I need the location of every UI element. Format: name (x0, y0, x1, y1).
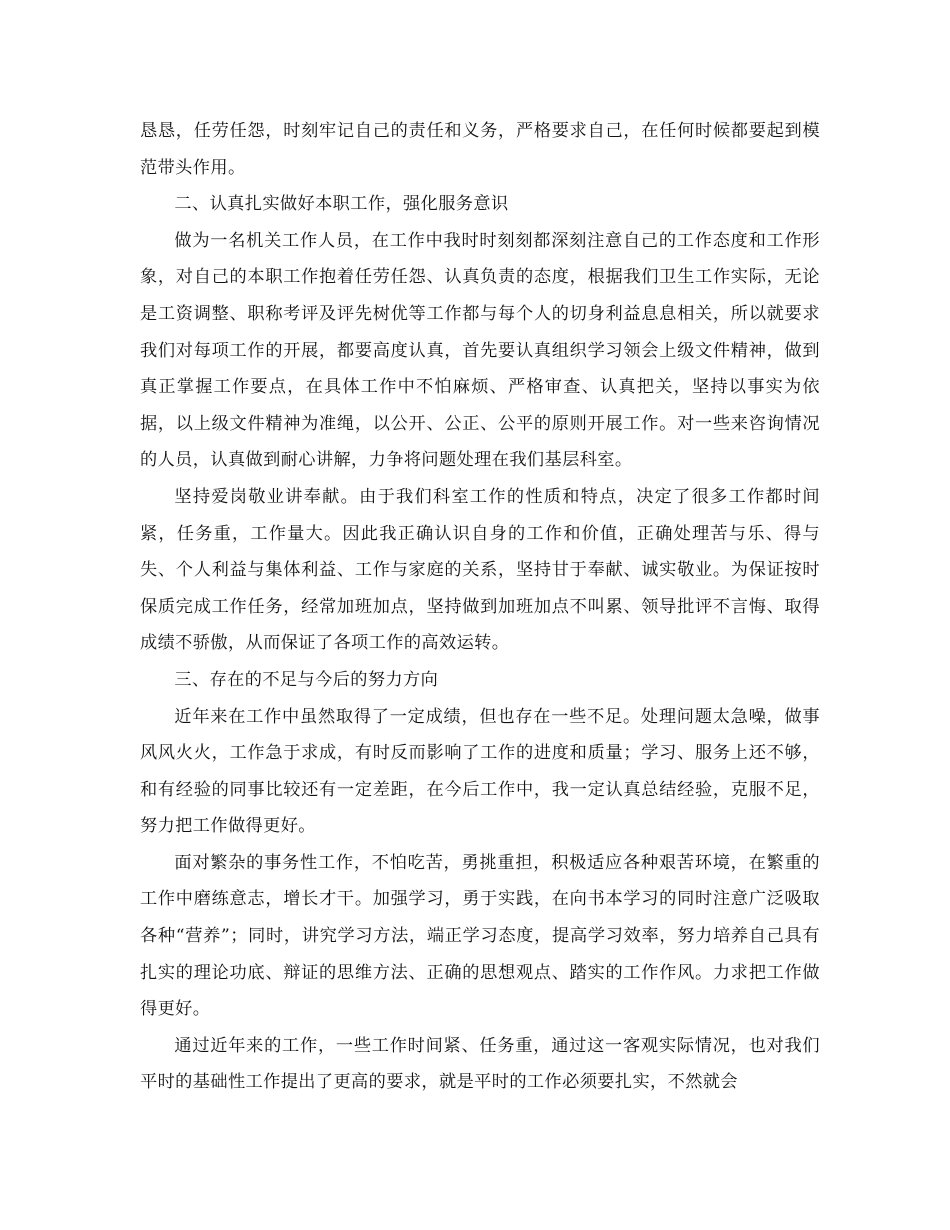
paragraph-shortcomings: 近年来在工作中虽然取得了一定成绩，但也存在一些不足。处理问题太急噪，做事风风火火，工作急于求成，有时反而影响了工作的进度和质量；学习、服务上还不够，和有经验的同事比较还有一定差距，在今后工作中，我一定认真总结经验，克服不足，努力把工作做得更好。 (140, 706, 820, 837)
document-body (140, 113, 820, 1101)
paragraph-learning: 面对繁杂的事务性工作，不怕吃苦，勇挑重担，积极适应各种艰苦环境，在繁重的工作中磨练意志，增长才干。加强学习，勇于实践，在向书本学习的同时注意广泛吸取各种“营养”；同时，讲究学习方法，端正学习态度，提高学习效率，努力培养自己具有扎实的理论功底、辩证的思维方法、正确的思想观点、踏实的工作作风。力求把工作做得更好。 (140, 852, 820, 1020)
paragraph-continuation: 恳恳，任劳任怨，时刻牢记自己的责任和义务，严格要求自己，在任何时候都要起到模范带头作用。 (140, 121, 820, 178)
paragraph-work-attitude: 做为一名机关工作人员，在工作中我时时刻刻都深刻注意自己的工作态度和工作形象，对自己的本职工作抱着任劳任怨、认真负责的态度，根据我们卫生工作实际，无论是工资调整、职称考评及评先树优等工作都与每个人的切身利益息息相关，所以就要求我们对每项工作的开展，都要高度认真，首先要认真组织学习领会上级文件精神，做到真正掌握工作要点，在具体工作中不怕麻烦、严格审查、认真把关，坚持以事实为依据，以上级文件精神为准绳，以公开、公正、公平的原则开展工作。对一些来咨询情况的人员，认真做到耐心讲解，力争将问题处理在我们基层科室。 (140, 230, 820, 471)
section-heading-2: 二、认真扎实做好本职工作，强化服务意识 (174, 194, 509, 215)
paragraph-conclusion: 通过近年来的工作，一些工作时间紧、任务重，通过这一客观实际情况，也对我们平时的基础性工作提出了更高的要求，就是平时的工作必须要扎实，不然就会 (140, 1035, 820, 1093)
paragraph-dedication: 坚持爱岗敬业讲奉献。由于我们科室工作的性质和特点，决定了很多工作都时间紧，任务重，工作量大。因此我正确认识自身的工作和价值，正确处理苦与乐、得与失、个人利益与集体利益、工作与家庭的关系，坚持甘于奉献、诚实敬业。为保证按时保质完成工作任务，经常加班加点，坚持做到加班加点不叫累、领导批评不言悔、取得成绩不骄傲，从而保证了各项工作的高效运转。 (140, 486, 820, 654)
section-heading-3: 三、存在的不足与今后的努力方向 (174, 669, 439, 690)
